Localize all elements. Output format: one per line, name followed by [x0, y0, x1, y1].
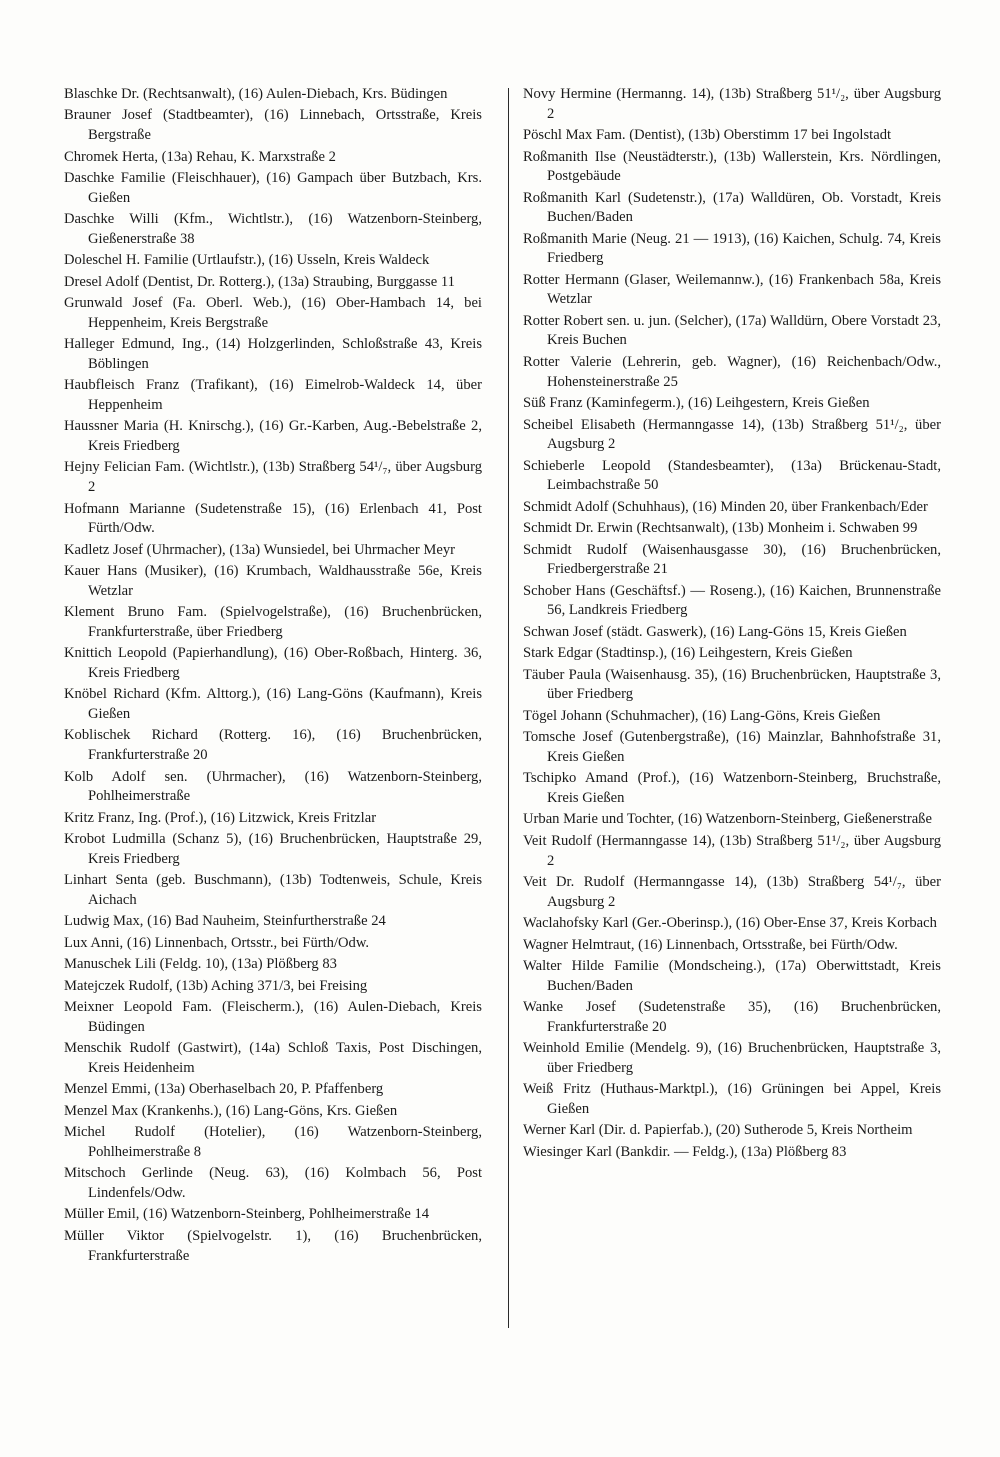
list-entry: Menschik Rudolf (Gastwirt), (14a) Schloß Taxis, Post Dischingen, Kreis Heidenheim	[64, 1040, 482, 1076]
list-entry: Rotter Valerie (Lehrerin, geb. Wagner), (16) Reichenbach/Odw., Hohensteinerstraße 25	[523, 353, 941, 390]
list-entry: Menzel Max (Krankenhs.), (16) Lang-Göns, Krs. Gießen	[64, 1102, 398, 1119]
left-column	[64, 85, 482, 1268]
list-entry: Daschke Familie (Fleischhauer), (16) Gampach über Butzbach, Krs. Gießen	[64, 170, 482, 206]
list-entry: Weiß Fritz (Huthaus-Marktpl.), (16) Grüningen bei Appel, Kreis Gießen	[523, 1081, 941, 1117]
list-entry: Matejczek Rudolf, (13b) Aching 371/3, bei Freising	[64, 977, 368, 994]
list-entry: Stark Edgar (Stadtinsp.), (16) Leihgestern, Kreis Gießen	[523, 645, 853, 662]
list-entry: Müller Emil, (16) Watzenborn-Steinberg, Pohlheimerstraße 14	[64, 1206, 430, 1223]
list-entry: Roßmanith Marie (Neug. 21 — 1913), (16) Kaichen, Schulg. 74, Kreis Friedberg	[523, 230, 941, 267]
list-entry: Müller Viktor (Spielvogelstr. 1), (16) Bruchenbrücken, Frankfurterstraße	[64, 1227, 482, 1264]
list-entry: Ludwig Max, (16) Bad Nauheim, Steinfurtherstraße 24	[64, 913, 386, 930]
list-entry: Chromek Herta, (13a) Rehau, K. Marxstraße 2	[64, 148, 336, 165]
list-entry: Waclahofsky Karl (Ger.-Oberinsp.), (16) Ober-Ense 37, Kreis Korbach	[523, 915, 937, 932]
list-entry: Tögel Johann (Schuhmacher), (16) Lang-Göns, Kreis Gießen	[523, 707, 881, 724]
list-entry: Wagner Helmtraut, (16) Linnenbach, Ortsstraße, bei Fürth/Odw.	[523, 936, 898, 953]
list-entry: Rotter Robert sen. u. jun. (Selcher), (17a) Walldürn, Obere Vorstadt 23, Kreis Buchen	[523, 312, 941, 349]
list-entry: Novy Hermine (Hermanng. 14), (13b) Straßberg 51¹/₂, über Augsburg 2	[523, 86, 941, 122]
list-entry: Scheibel Elisabeth (Hermanngasse 14), (13b) Straßberg 51¹/₂, über Augsburg 2	[523, 416, 941, 453]
list-entry: Hofmann Marianne (Sudetenstraße 15), (16) Erlenbach 41, Post Fürth/Odw.	[64, 500, 482, 537]
list-entry: Dresel Adolf (Dentist, Dr. Rotterg.), (13a) Straubing, Burggasse 11	[64, 273, 455, 290]
list-entry: Veit Rudolf (Hermanngasse 14), (13b) Straßberg 51¹/₂, über Augsburg 2	[523, 832, 941, 869]
list-entry: Menzel Emmi, (13a) Oberhaselbach 20, P. Pfaffenberg	[64, 1081, 384, 1098]
list-entry: Kritz Franz, Ing. (Prof.), (16) Litzwick, Kreis Fritzlar	[64, 809, 377, 826]
list-entry: Doleschel H. Familie (Urtlaufstr.), (16) Usseln, Kreis Waldeck	[64, 252, 430, 269]
list-entry: Roßmanith Karl (Sudetenstr.), (17a) Walldüren, Ob. Vorstadt, Kreis Buchen/Baden	[523, 189, 941, 226]
list-entry: Täuber Paula (Waisenhausg. 35), (16) Bruchenbrücken, Hauptstraße 3, über Friedberg	[523, 666, 941, 703]
list-entry: Mitschoch Gerlinde (Neug. 63), (16) Kolmbach 56, Post Lindenfels/Odw.	[64, 1165, 482, 1201]
list-entry: Knittich Leopold (Papierhandlung), (16) Ober-Roßbach, Hinterg. 36, Kreis Friedberg	[64, 645, 482, 681]
list-entry: Tomsche Josef (Gutenbergstraße), (16) Mainzlar, Bahnhofstraße 31, Kreis Gießen	[523, 729, 941, 765]
list-entry: Wanke Josef (Sudetenstraße 35), (16) Bruchenbrücken, Frankfurterstraße 20	[523, 999, 941, 1035]
list-entry: Kadletz Josef (Uhrmacher), (13a) Wunsiedel, bei Uhrmacher Meyr	[64, 541, 455, 558]
list-entry: Klement Bruno Fam. (Spielvogelstraße), (16) Bruchenbrücken, Frankfurterstraße, über Friedberg	[64, 604, 482, 640]
list-entry: Schmidt Adolf (Schuhhaus), (16) Minden 20, über Frankenbach/Eder	[523, 498, 928, 515]
list-entry: Veit Dr. Rudolf (Hermanngasse 14), (13b) Straßberg 54¹/₇, über Augsburg 2	[523, 874, 941, 910]
list-entry: Michel Rudolf (Hotelier), (16) Watzenborn-Steinberg, Pohlheimerstraße 8	[64, 1124, 482, 1160]
list-entry: Schieberle Leopold (Standesbeamter), (13a) Brückenau-Stadt, Leimbachstraße 50	[523, 457, 941, 494]
list-entry: Manuschek Lili (Feldg. 10), (13a) Plößberg 83	[64, 956, 337, 973]
right-column	[523, 85, 941, 1164]
list-entry: Pöschl Max Fam. (Dentist), (13b) Oberstimm 17 bei Ingolstadt	[523, 127, 892, 144]
list-entry: Knöbel Richard (Kfm. Alttorg.), (16) Lang-Göns (Kaufmann), Kreis Gießen	[64, 686, 482, 722]
list-entry: Tschipko Amand (Prof.), (16) Watzenborn-Steinberg, Bruchstraße, Kreis Gießen	[523, 770, 941, 806]
column-divider	[508, 88, 509, 1328]
list-entry: Roßmanith Ilse (Neustädterstr.), (13b) Wallerstein, Krs. Nördlingen, Postgebäude	[523, 148, 941, 185]
list-entry: Hejny Felician Fam. (Wichtlstr.), (13b) Straßberg 54¹/₇, über Augsburg 2	[64, 459, 482, 496]
list-entry: Süß Franz (Kaminfegerm.), (16) Leihgestern, Kreis Gießen	[523, 395, 870, 412]
list-entry: Schober Hans (Geschäftsf.) — Roseng.), (16) Kaichen, Brunnenstraße 56, Landkreis Friedberg	[523, 582, 941, 619]
list-entry: Haubfleisch Franz (Trafikant), (16) Eimelrob-Waldeck 14, über Heppenheim	[64, 377, 482, 413]
list-entry: Linhart Senta (geb. Buschmann), (13b) Todtenweis, Schule, Kreis Aichach	[64, 872, 482, 908]
list-entry: Walter Hilde Familie (Mondscheing.), (17a) Oberwittstadt, Kreis Buchen/Baden	[523, 958, 941, 994]
list-entry: Grunwald Josef (Fa. Oberl. Web.), (16) Ober-Hambach 14, bei Heppenheim, Kreis Bergstraße	[64, 295, 482, 331]
list-entry: Schmidt Rudolf (Waisenhausgasse 30), (16) Bruchenbrücken, Friedbergerstraße 21	[523, 541, 941, 578]
list-entry: Werner Karl (Dir. d. Papierfab.), (20) Sutherode 5, Kreis Northeim	[523, 1122, 913, 1139]
list-entry: Wiesinger Karl (Bankdir. — Feldg.), (13a) Plößberg 83	[523, 1143, 847, 1160]
list-entry: Lux Anni, (16) Linnenbach, Ortsstr., bei Fürth/Odw.	[64, 934, 370, 951]
list-entry: Haussner Maria (H. Knirschg.), (16) Gr.-Karben, Aug.-Bebelstraße 2, Kreis Friedberg	[64, 418, 482, 454]
list-entry: Urban Marie und Tochter, (16) Watzenborn-Steinberg, Gießenerstraße	[523, 811, 932, 828]
list-entry: Schwan Josef (städt. Gaswerk), (16) Lang-Göns 15, Kreis Gießen	[523, 623, 907, 640]
list-entry: Krobot Ludmilla (Schanz 5), (16) Bruchenbrücken, Hauptstraße 29, Kreis Friedberg	[64, 831, 482, 867]
list-entry: Meixner Leopold Fam. (Fleischerm.), (16) Aulen-Diebach, Kreis Büdingen	[64, 999, 482, 1035]
list-entry: Weinhold Emilie (Mendelg. 9), (16) Bruchenbrücken, Hauptstraße 3, über Friedberg	[523, 1040, 941, 1076]
list-entry: Brauner Josef (Stadtbeamter), (16) Linnebach, Ortsstraße, Kreis Bergstraße	[64, 107, 482, 144]
list-entry: Halleger Edmund, Ing., (14) Holzgerlinden, Schloßstraße 43, Kreis Böblingen	[64, 336, 482, 372]
list-entry: Schmidt Dr. Erwin (Rechtsanwalt), (13b) Monheim i. Schwaben 99	[523, 520, 918, 537]
list-entry: Blaschke Dr. (Rechtsanwalt), (16) Aulen-Diebach, Krs. Büdingen	[64, 86, 448, 102]
list-entry: Rotter Hermann (Glaser, Weilemannw.), (16) Frankenbach 58a, Kreis Wetzlar	[523, 271, 941, 308]
list-entry: Kauer Hans (Musiker), (16) Krumbach, Waldhausstraße 56e, Kreis Wetzlar	[64, 563, 482, 599]
list-entry: Daschke Willi (Kfm., Wichtlstr.), (16) Watzenborn-Steinberg, Gießenerstraße 38	[64, 211, 482, 247]
list-entry: Koblischek Richard (Rotterg. 16), (16) Bruchenbrücken, Frankfurterstraße 20	[64, 727, 482, 764]
list-entry: Kolb Adolf sen. (Uhrmacher), (16) Watzenborn-Steinberg, Pohlheimerstraße	[64, 768, 482, 805]
